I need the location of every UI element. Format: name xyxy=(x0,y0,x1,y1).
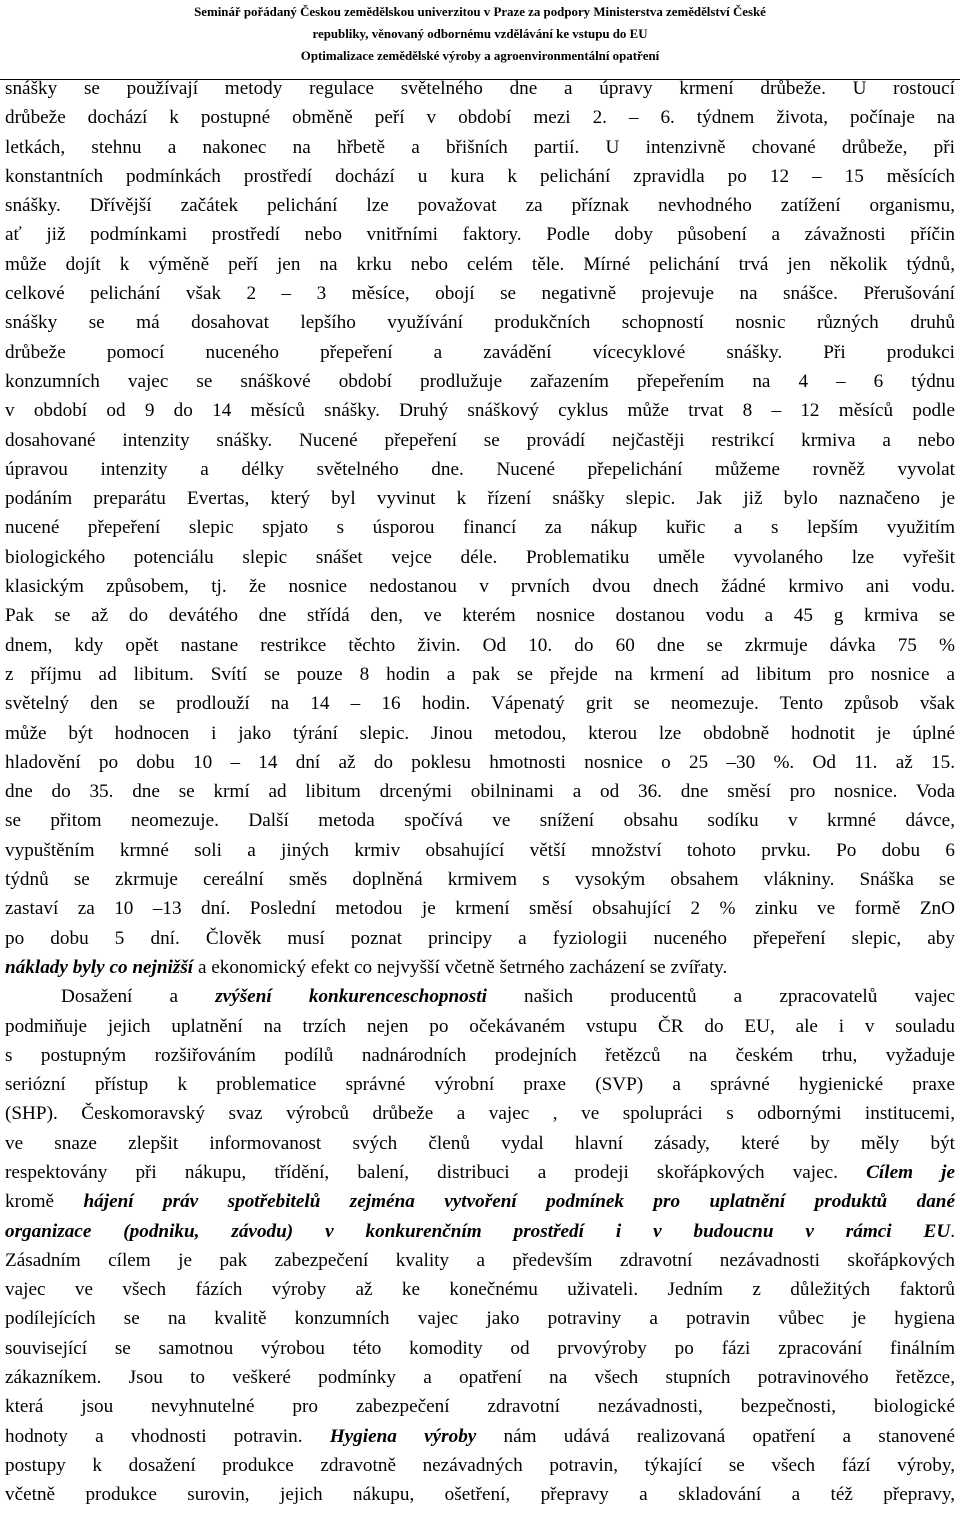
text-line: seriózní přístup k problematice správné výrobní praxe (SVP) a správné hygienické praxe xyxy=(5,1074,955,1096)
text-line: dosahované intenzity snášky. Nucené přepeření se provádí nejčastěji restrikcí krmiva a nebo xyxy=(5,429,955,451)
text-line: ve snaze zlepšit informovanost svých členů vydal hlavní zásady, které by měly být xyxy=(5,1132,955,1154)
text-line: kromě hájení práv spotřebitelů zejména vytvoření podmínek pro uplatnění produktů dané xyxy=(5,1191,955,1213)
text-line: snášky. Dřívější začátek pelichání lze považovat za příznak nevhodného zatížení organismu, xyxy=(5,195,955,217)
text-line: drůbeže dochází k postupné obměně peří v období mezi 2. – 6. týdnem života, počínaje na xyxy=(5,107,955,129)
header-line-2: republiky, věnovaný odbornému vzdělávání ke vstupu do EU xyxy=(312,27,648,41)
text-line: vypuštěním krmné soli a jiných krmiv obsahující větší množství tohoto prvku. Po dobu 6 xyxy=(5,839,955,861)
text-line: ať již podmínkami prostředí nebo vnitřními faktory. Podle doby působení a závažnosti příčin xyxy=(5,224,955,246)
text-line: snášky se používají metody regulace světelného dne a úpravy krmení drůbeže. U rostoucí xyxy=(5,78,955,99)
text-line: s postupným rozšiřováním podílů nadnárodních prodejních řetězců na českém trhu, vyžaduje xyxy=(5,1044,955,1066)
text-line: Pak se až do devátého dne střídá den, ve kterém nosnice dostanou vodu a 45 g krmiva se xyxy=(5,605,955,627)
paragraph-moulting xyxy=(5,74,955,953)
text-line: snášky se má dosahovat lepšího využívání produkčních schopností nosnic různých druhů xyxy=(5,312,955,334)
text-line: letkách, stehnu a nakonec na hřbetě a břišních partií. U intenzivně chované drůbeže, při xyxy=(5,136,955,158)
emphasis-text: náklady byly co nejnižší xyxy=(5,956,194,978)
emphasis-text: zvýšení konkurenceschopnosti xyxy=(215,986,487,1008)
text-line: podmiňuje jejich uplatnění na trzích nejen po očekávaném vstupu ČR do EU, ale i v souladu xyxy=(5,1015,955,1037)
text-line: související se samotnou výrobou této komodity od prvovýroby po fázi zpracování finálním xyxy=(5,1337,955,1359)
text-line: může dojít k výměně peří jen na krku nebo celém těle. Mírné pelichání trvá jen několik týdnů, xyxy=(5,253,955,275)
text-line: (SHP). Českomoravský svaz výrobců drůbeže a vajec , ve spolupráci s odbornými institucemi, xyxy=(5,1103,955,1125)
text-line: biologického potenciálu slepic snášet vejce déle. Problematiku uměle vyvolaného lze vyřešit xyxy=(5,546,955,568)
text-line: světelný den se prodlouží na 14 – 16 hodin. Vápenatý grit se neomezuje. Tento způsob však xyxy=(5,693,955,715)
text-line: podáním preparátu Evertas, který byl vyvinut k řízení snášky slepic. Jak již bylo naznačeno je xyxy=(5,488,955,510)
text-line: která jsou nevyhnutelné pro zabezpečení zdravotní nezávadnosti, bezpečnosti, biologické xyxy=(5,1396,955,1418)
text-line: týdnů se zkrmuje cereální směs doplněná krmivem s vysokým obsahem vlákniny. Snáška se xyxy=(5,869,955,891)
text-line: z příjmu ad libitum. Svítí se pouze 8 hodin a pak se přejde na krmení ad libitum pro nosnice a xyxy=(5,663,955,685)
text-line: dnem, kdy opět nastane restrikce těchto živin. Od 10. do 60 dne se zkrmuje dávka 75 % xyxy=(5,634,955,656)
text-line: po dobu 5 dní. Člověk musí poznat principy a fyziologii nuceného přepeření slepic, aby xyxy=(5,927,955,949)
header-title: Optimalizace zemědělské výroby a agroenvironmentální opatření xyxy=(300,49,660,63)
text-line: zastaví za 10 –13 dní. Poslední metodou je krmení směsí obsahující 2 % zinku ve formě ZnO xyxy=(5,898,955,920)
text-line: klasickým způsobem, tj. že nosnice nedostanou v prvních dvou dnech žádné krmivo ani vodu. xyxy=(5,576,955,598)
text-line: Dosažení a zvýšení konkurenceschopnosti našich producentů a zpracovatelů vajec xyxy=(61,986,955,1008)
document-body xyxy=(5,74,955,1510)
emphasis-text: hájení práv spotřebitelů zejména vytvoření podmínek pro uplatnění produktů dané xyxy=(83,1191,955,1213)
text-line: konzumních vajec se snáškové období prodlužuje zařazením přepeřením na 4 – 6 týdnu xyxy=(5,370,955,392)
text-line: postupy k dosažení produkce zdravotně nezávadných potravin, týkající se všech fází výroby, xyxy=(5,1454,955,1476)
text-line: hodnoty a vhodnosti potravin. Hygiena výroby nám udává realizovaná opatření a stanovené xyxy=(5,1425,955,1447)
text-line: se přitom neomezuje. Další metoda spočívá ve snížení obsahu sodíku v krmné dávce, xyxy=(5,810,955,832)
emphasis-text: Hygiena výroby xyxy=(329,1425,477,1447)
text-line: celkové pelichání však 2 – 3 měsíce, obojí se negativně projevuje na snášce. Přerušování xyxy=(5,283,955,305)
text-line: zákazníkem. Jsou to veškeré podmínky a opatření na všech stupních potravinového řetězce, xyxy=(5,1367,955,1389)
page-header xyxy=(0,1,960,67)
paragraph-competitiveness xyxy=(5,982,955,1509)
emphasis-text: Cílem je xyxy=(866,1161,955,1183)
text-line: včetně produkce surovin, jejich nákupu, ošetření, přepravy a skladování a též přepravy, xyxy=(5,1484,955,1506)
text-line: organizace (podniku, závodu) v konkurenčním prostředí i v budoucnu v rámci EU. xyxy=(5,1220,955,1242)
text-line: vajec ve všech fázích výroby až ke konečnému uživateli. Jedním z důležitých faktorů xyxy=(5,1279,955,1301)
text-line: hladovění po dobu 10 – 14 dní až do poklesu hmotnosti nosnice o 25 –30 %. Od 11. až 15. xyxy=(5,751,955,773)
text-line: drůbeže pomocí nuceného přepeření a zavádění vícecyklové snášky. Při produkci xyxy=(5,341,955,363)
header-line-1: Seminář pořádaný Českou zemědělskou univerzitou v Praze za podpory Ministerstva zemědělství České xyxy=(194,5,766,19)
text-line: podílejících se na kvalitě konzumních vajec jako potraviny a potravin vůbec je hygiena xyxy=(5,1308,955,1330)
text-line: dne do 35. dne se krmí ad libitum drcenými obilninami a od 36. dne směsí pro nosnice. Voda xyxy=(5,781,955,803)
text-line: konstantních podmínkách prostředí dochází u kura k pelichání zpravidla po 12 – 15 měsících xyxy=(5,165,955,187)
text-line: Zásadním cílem je pak zabezpečení kvality a především zdravotní nezávadnosti skořápkových xyxy=(5,1249,955,1271)
text-line: respektovány při nákupu, třídění, balení, distribuci a prodeji skořápkových vajec. Cílem je xyxy=(5,1161,955,1183)
text-line: v období od 9 do 14 měsíců snášky. Druhý snáškový cyklus může trvat 8 – 12 měsíců podle xyxy=(5,400,955,422)
text-line: úpravou intenzity a délky světelného dne. Nucené přepelichání můžeme rovněž vyvolat xyxy=(5,458,955,480)
text-line: náklady byly co nejnižší a ekonomický efekt co nejvyšší včetně šetrného zacházení se zvířaty. xyxy=(5,956,728,978)
text-line: může být hodnocen i jako týrání slepic. Jinou metodou, kterou lze obdobně hodnotit je úplné xyxy=(5,722,955,744)
emphasis-text: organizace (podniku, závodu) v konkurenčním prostředí i v budoucnu v rámci EU xyxy=(5,1220,951,1242)
text-line: nucené přepeření slepic spjato s úsporou financí za nákup kuřic a s lepším využitím xyxy=(5,517,955,539)
